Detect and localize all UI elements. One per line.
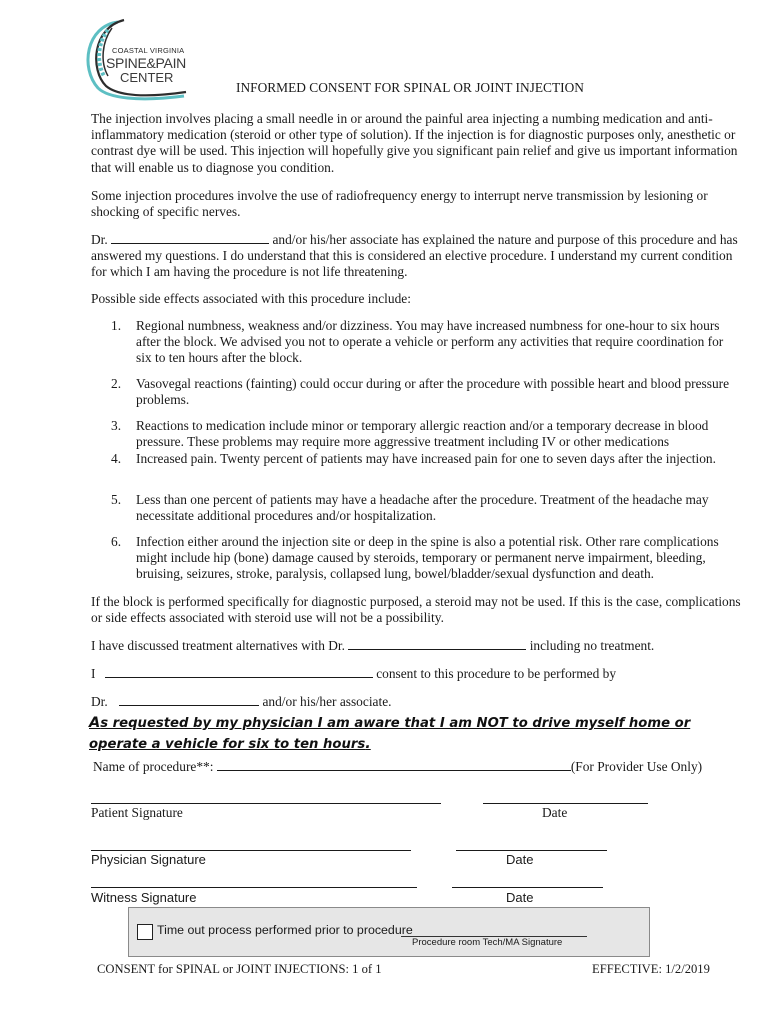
patient-name-blank[interactable] <box>105 665 373 678</box>
page-title: INFORMED CONSENT FOR SPINAL OR JOINT INJECTION <box>236 80 584 95</box>
witness-date-line[interactable] <box>452 887 603 888</box>
consent-line <box>91 665 746 682</box>
warning-text: s requested by my physician I am aware that I am NOT to drive myself home or operate a vehicle for six to ten hours <box>89 716 691 752</box>
dr-prefix: Dr. <box>91 232 108 247</box>
physician-date-label: Date <box>506 852 534 867</box>
alternatives-prefix: I have discussed treatment alternatives with Dr. <box>91 638 345 653</box>
list-item-text: Reactions to medication include minor or temporary allergic reaction and/or a temporary decrease in blood pressure. These problems may require more aggressive treatment including IV or other medications <box>136 418 709 450</box>
timeout-checkbox[interactable] <box>137 924 153 940</box>
procedure-name-blank[interactable] <box>217 758 571 771</box>
timeout-box <box>128 907 650 957</box>
logo-line-1: COASTAL VIRGINIA <box>112 46 185 55</box>
list-item-number: 2. <box>111 376 122 391</box>
list-item-text: Increased pain. Twenty percent of patients may have increased pain for one to seven days after the injection. <box>136 451 716 466</box>
consent-suffix: consent to this procedure to be performed by <box>376 666 617 681</box>
list-item-number: 5. <box>111 492 122 507</box>
doctor-name-blank[interactable] <box>111 231 269 244</box>
doctor-associate-line <box>91 693 746 710</box>
witness-signature-line[interactable] <box>91 887 417 888</box>
list-item-number: 4. <box>111 451 122 466</box>
warning-end: . <box>365 736 371 752</box>
paragraph-diagnostic: If the block is performed specifically for diagnostic purposed, a steroid may not be used. If this is the case, complications or side effects associated with steroid use will not be a possibility. <box>91 594 741 626</box>
logo-line-2: SPINE&PAIN <box>106 55 186 71</box>
list-item-number: 6. <box>111 534 122 549</box>
consent-prefix: I <box>91 666 96 681</box>
dr-explained-rest: has answered my questions. I do understand that this is considered an elective procedure. I understand my current condition for which I am having the procedure is not life threatening. <box>91 232 738 280</box>
procedure-suffix: (For Provider Use Only) <box>570 759 703 774</box>
physician-signature-label: Physician Signature <box>91 852 206 867</box>
logo <box>78 18 188 104</box>
footer-right: EFFECTIVE: 1/2/2019 <box>592 962 710 976</box>
footer-left: CONSENT for SPINAL or JOINT INJECTIONS: 1 of 1 <box>97 962 382 976</box>
list-item-text: Infection either around the injection site or deep in the spine is also a potential risk. Other rare complications might include hip (bone) damage caused by steroids, temporary or permanent nerve impairment, bleeding, bruising, seizures, stroke, paralysis, collapsed lung, bowel/bladder/sexual dysfunction and death. <box>136 534 719 582</box>
list-item-number: 1. <box>111 318 122 333</box>
list-item-text: Less than one percent of patients may have a headache after the procedure. Treatment of the headache may necessitate additional procedures and/or hospitalization. <box>136 492 709 524</box>
alternatives-doctor-blank[interactable] <box>348 637 526 650</box>
patient-signature-label: Patient Signature <box>91 805 183 820</box>
witness-signature-label: Witness Signature <box>91 890 197 905</box>
paragraph-doctor-explained <box>91 231 746 281</box>
list-item-text: Vasovegal reactions (fainting) could occur during or after the procedure with possible heart and blood pressure problems. <box>136 376 730 408</box>
patient-date-line[interactable] <box>483 803 648 804</box>
side-effects-intro: Possible side effects associated with this procedure include: <box>91 291 411 306</box>
timeout-label: Time out process performed prior to procedure <box>157 923 413 937</box>
witness-date-label: Date <box>506 890 534 905</box>
logo-line-3: CENTER <box>120 70 174 85</box>
alternatives-suffix: including no treatment. <box>529 638 655 653</box>
dr-line-suffix: and/or his/her associate. <box>262 694 392 709</box>
paragraph-radiofrequency: Some injection procedures involve the use of radiofrequency energy to interrupt nerve transmission by lesioning or shocking of specific nerves. <box>91 188 708 220</box>
patient-date-label: Date <box>542 805 568 820</box>
warning-cap: A <box>89 715 101 731</box>
dr-explained-text: and/or his/her associate has explained the nature and purpose of this procedure and <box>272 232 717 247</box>
dr-line-prefix: Dr. <box>91 694 108 709</box>
procedure-name-line <box>93 758 753 775</box>
patient-signature-line[interactable] <box>91 803 441 804</box>
list-item-text: Regional numbness, weakness and/or dizziness. You may have increased numbness for one-hour to six hours after the block. We advised you not to operate a vehicle or perform any activities that require coordination for six to ten hours after the block. <box>136 318 724 366</box>
paragraph-injection-description: The injection involves placing a small needle in or around the painful area injecting a numbing medication and anti-inflammatory medication (steroid or other type of solution). If the injection is for diagnostic purposes only, anesthetic or contrast dye will be used. This injection will hopefully give you significant pain relief and give us important information that will enable us to diagnose you condition. <box>91 111 738 175</box>
driving-warning <box>89 713 749 755</box>
procedure-label: Name of procedure**: <box>93 759 214 774</box>
list-item-number: 3. <box>111 418 122 433</box>
performing-doctor-blank[interactable] <box>119 693 259 706</box>
alternatives-line <box>91 637 746 654</box>
tech-signature-label: Procedure room Tech/MA Signature <box>412 937 563 948</box>
physician-date-line[interactable] <box>456 850 607 851</box>
physician-signature-line[interactable] <box>91 850 411 851</box>
